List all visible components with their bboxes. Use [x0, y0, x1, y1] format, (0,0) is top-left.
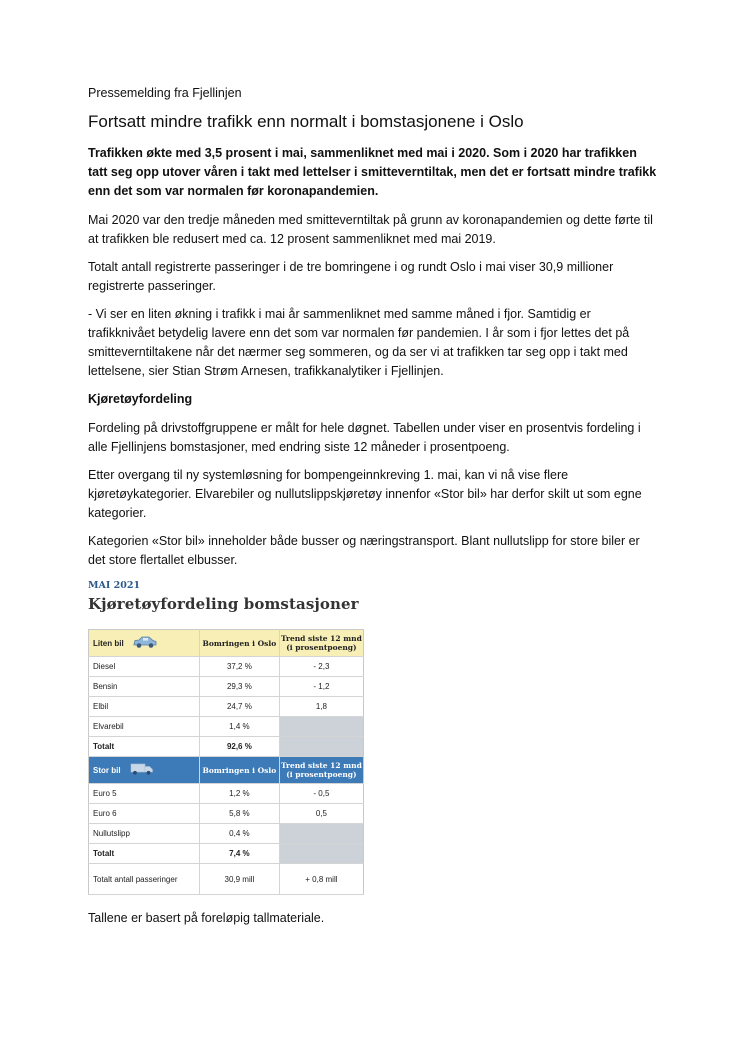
- paragraph-1: Mai 2020 var den tredje måneden med smitteverntiltak på grunn av koronapandemien og dette førte til at trafikken ble redusert med ca. 12 prosent sammenliknet med mai 2019.: [88, 213, 653, 246]
- page-title: Fortsatt mindre trafikk enn normalt i bomstasjonene i Oslo: [88, 112, 524, 131]
- table-row: Elvarebil 1,4 %: [89, 717, 364, 737]
- small-car-trend-subheader: (i prosentpoeng): [286, 643, 357, 652]
- paragraph-6: Kategorien «Stor bil» inneholder både busser og næringstransport. Blant nullutslipp for store biler er det store flertallet elbusser.: [88, 534, 640, 567]
- figure-title: Kjøretøyfordeling bomstasjoner: [88, 595, 359, 613]
- paragraph-3: - Vi ser en liten økning i trafikk i mai år sammenliknet med samme måned i fjor. Samtidig er trafikknivået betydelig lavere enn det som var normalen før pandemien. I år som i fjor lettes det på smitteverntiltakene når det nærmer seg sommeren, og da ser vi at trafikken tar seg opp i takt med lettelsene, sier Stian Strøm Arnesen, trafikkanalytiker i Fjellinjen.: [88, 307, 630, 378]
- section-heading: Kjøretøyfordeling: [88, 392, 193, 406]
- press-release: [88, 86, 658, 925]
- table-row: Bensin 29,3 % - 1,2: [89, 677, 364, 697]
- paragraph-5: Etter overgang til ny systemløsning for bompengeinnkreving 1. mai, kan vi nå vise flere kjøretøykategorier. Elvarebiler og nullutslippskjøretøy innenfor «Stor bil» har derfor skilt ut som egne kategorier.: [88, 468, 642, 520]
- lead-paragraph: Trafikken økte med 3,5 prosent i mai, sammenliknet med mai i 2020. Som i 2020 har trafikken tatt seg opp utover våren i takt med lettelser i smitteverntiltak, men det er fortsatt mindre trafikk enn det som var normalen før koronapandemien.: [88, 146, 657, 198]
- large-car-label: Stor bil: [93, 765, 121, 775]
- paragraph-2: Totalt antall registrerte passeringer i de tre bomringene i og rundt Oslo i mai viser 30,9 millioner registrerte passeringer.: [88, 260, 614, 293]
- grand-total-row: Totalt antall passeringer 30,9 mill + 0,8 mill: [89, 864, 364, 895]
- large-car-trend-subheader: (i prosentpoeng): [286, 770, 357, 779]
- large-car-trend-header: Trend siste 12 mnd: [280, 761, 362, 770]
- small-car-col2-header: Bomringen i Oslo: [200, 630, 280, 657]
- small-car-trend-header: Trend siste 12 mnd: [280, 634, 362, 643]
- table-row: Elbil 24,7 % 1,8: [89, 697, 364, 717]
- small-car-total-row: Totalt 92,6 %: [89, 737, 364, 757]
- table-row: Diesel 37,2 % - 2,3: [89, 657, 364, 677]
- table-row: Euro 6 5,8 % 0,5: [89, 804, 364, 824]
- table-row: Euro 5 1,2 % - 0,5: [89, 784, 364, 804]
- large-car-header: [89, 757, 364, 784]
- large-car-total-row: Totalt 7,4 %: [89, 844, 364, 864]
- large-car-col2-header: Bomringen i Oslo: [200, 757, 280, 784]
- table-row: Nullutslipp 0,4 %: [89, 824, 364, 844]
- closing-note: Tallene er basert på foreløpig tallmateriale.: [88, 911, 325, 925]
- small-car-header: [89, 630, 364, 657]
- paragraph-4: Fordeling på drivstoffgruppene er målt for hele døgnet. Tabellen under viser en prosentvis fordeling i alle Fjellinjens bomstasjoner, med endring siste 12 måneder i prosentpoeng.: [88, 421, 641, 454]
- figure-kicker: MAI 2021: [88, 580, 141, 591]
- car-icon: [132, 635, 158, 651]
- press-kicker: Pressemelding fra Fjellinjen: [88, 86, 242, 100]
- vehicle-table: [88, 629, 364, 895]
- truck-icon: [129, 762, 155, 778]
- small-car-label: Liten bil: [93, 638, 124, 648]
